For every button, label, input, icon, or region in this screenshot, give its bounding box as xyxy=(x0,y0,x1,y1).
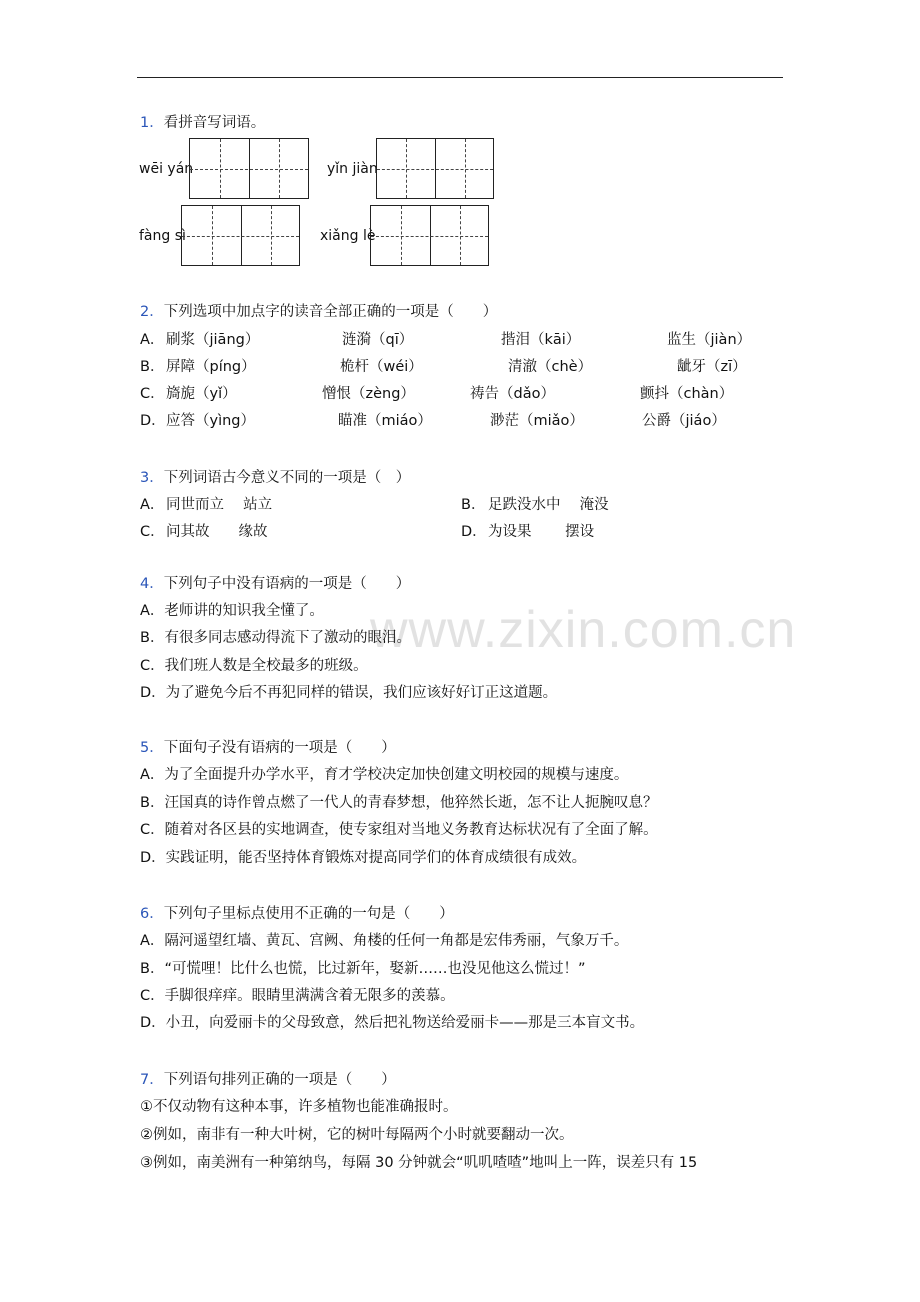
question-text: 下列语句排列正确的一项是（ ） xyxy=(163,1072,396,1088)
option-item: 涟漪（qī） xyxy=(342,332,414,348)
option-item: 屏障（píng） xyxy=(166,359,256,375)
option-item: 有很多同志感动得流下了激动的眼泪。 xyxy=(164,630,411,646)
option-item: 足跌没水中 淹没 xyxy=(488,497,609,513)
option-letter: C． xyxy=(140,988,165,1004)
option-letter: B． xyxy=(140,630,165,646)
question-4-stem xyxy=(140,575,410,593)
sentence-line: ①不仅动物有这种本事，许多植物也能准确报时。 xyxy=(140,1099,458,1115)
question-text: 下列句子里标点使用不正确的一句是（ ） xyxy=(163,906,454,922)
writing-grid[interactable] xyxy=(376,138,494,199)
option-item: 小丑，向爱丽卡的父母致意，然后把礼物送给爱丽卡——那是三本盲文书。 xyxy=(165,1015,645,1031)
question-number: 6． xyxy=(140,906,164,922)
option-item: 公爵（jiáo） xyxy=(642,413,726,429)
option-item: “可慌哩！比什么也慌，比过新年，娶新……也没见他这么慌过！” xyxy=(164,961,586,977)
pinyin-label: yǐn jiàn xyxy=(327,161,378,177)
writing-grid[interactable] xyxy=(370,205,489,266)
option-letter: C． xyxy=(140,658,165,674)
watermark: www.zixin.com.cn xyxy=(370,601,797,659)
option-item: 汪国真的诗作曾点燃了一代人的青春梦想，他猝然长逝，怎不让人扼腕叹息？ xyxy=(164,795,658,811)
pinyin-label: fàng sì xyxy=(139,228,186,244)
option-letter: D． xyxy=(140,850,166,866)
option-row xyxy=(140,987,455,1005)
option-letter: A． xyxy=(140,767,165,783)
question-5-stem xyxy=(140,739,396,757)
writing-grid[interactable] xyxy=(181,205,300,266)
option-item: 同世而立 站立 xyxy=(166,497,273,513)
option-item: 为了避免今后不再犯同样的错误，我们应该好好订正这道题。 xyxy=(165,685,558,701)
option-item: 监生（jiàn） xyxy=(667,332,752,348)
question-number: 2． xyxy=(140,304,164,320)
option-letter: B． xyxy=(140,961,165,977)
option-item: 随着对各区县的实地调查，使专家组对当地义务教育达标状况有了全面了解。 xyxy=(164,822,658,838)
sentence-line: ③例如，南美洲有一种第纳鸟，每隔 30 分钟就会“叽叽喳喳”地叫上一阵，误差只有 15 xyxy=(140,1155,698,1171)
option-row xyxy=(140,629,411,647)
option-row xyxy=(140,794,657,812)
option-letter: D． xyxy=(140,685,166,701)
sentence-line: ②例如，南非有一种大叶树，它的树叶每隔两个小时就要翻动一次。 xyxy=(140,1127,574,1143)
option-letter: B． xyxy=(140,359,165,375)
option-item: 祷告（dǎo） xyxy=(470,386,555,402)
option-item: 清澈（chè） xyxy=(508,359,593,375)
question-text: 下列选项中加点字的读音全部正确的一项是（ ） xyxy=(163,304,498,320)
option-letter: D． xyxy=(140,1015,166,1031)
option-item: 瞄准（miáo） xyxy=(338,413,432,429)
option-letter: A． xyxy=(140,603,165,619)
question-number: 4． xyxy=(140,576,164,592)
option-item: 桅杆（wéi） xyxy=(340,359,423,375)
question-6-stem xyxy=(140,905,454,923)
option-item: 老师讲的知识我全懂了。 xyxy=(164,603,324,619)
option-letter: A． xyxy=(140,332,165,348)
option-item: 刷浆（jiāng） xyxy=(166,332,260,348)
option-row xyxy=(140,849,586,867)
option-item: 旖旎（yǐ） xyxy=(166,386,237,402)
option-letter: C． xyxy=(140,524,165,540)
option-row xyxy=(140,1014,644,1032)
option-letter: D． xyxy=(140,413,166,429)
option-row xyxy=(140,766,628,784)
option-item: 憎恨（zèng） xyxy=(322,386,415,402)
pinyin-label: xiǎng lè xyxy=(320,228,376,244)
question-number: 1． xyxy=(140,115,164,131)
question-text: 下列句子中没有语病的一项是（ ） xyxy=(163,576,411,592)
question-3-stem xyxy=(140,469,410,487)
pinyin-label: wēi yán xyxy=(139,161,194,177)
option-item: 问其故 缘故 xyxy=(166,524,268,540)
question-text: 看拼音写词语。 xyxy=(163,115,266,131)
question-7-stem xyxy=(140,1071,396,1089)
option-item: 手脚很痒痒。眼睛里满满含着无限多的羡慕。 xyxy=(164,988,455,1004)
option-item: 渺茫（miǎo） xyxy=(490,413,584,429)
question-number: 7． xyxy=(140,1072,164,1088)
option-item: 颤抖（chàn） xyxy=(640,386,734,402)
writing-grid[interactable] xyxy=(189,138,309,199)
option-letter: D． xyxy=(461,524,487,540)
option-row xyxy=(140,821,658,839)
option-item: 我们班人数是全校最多的班级。 xyxy=(164,658,368,674)
question-text: 下列词语古今意义不同的一项是（ ） xyxy=(163,470,411,486)
option-letter: B． xyxy=(461,497,486,513)
option-item: 为设果 摆设 xyxy=(488,524,595,540)
option-letter: C． xyxy=(140,386,165,402)
option-letter: A． xyxy=(140,497,165,513)
question-1-stem xyxy=(140,114,265,132)
question-text: 下面句子没有语病的一项是（ ） xyxy=(163,740,396,756)
option-row xyxy=(140,602,324,620)
option-item: 龇牙（zī） xyxy=(677,359,747,375)
option-row xyxy=(140,932,628,950)
option-row xyxy=(140,960,585,978)
option-item: 实践证明，能否坚持体育锻炼对提高同学们的体育成绩很有成效。 xyxy=(165,850,587,866)
option-item: 揩泪（kāi） xyxy=(501,332,581,348)
option-letter: A． xyxy=(140,933,165,949)
question-2-stem xyxy=(140,303,497,321)
question-number: 5． xyxy=(140,740,164,756)
option-letter: B． xyxy=(140,795,165,811)
question-number: 3． xyxy=(140,470,164,486)
option-item: 为了全面提升办学水平，育才学校决定加快创建文明校园的规模与速度。 xyxy=(164,767,629,783)
header-rule xyxy=(137,77,783,78)
option-item: 应答（yìng） xyxy=(166,413,256,429)
option-row xyxy=(140,684,557,702)
option-item: 隔河遥望红墙、黄瓦、宫阙、角楼的任何一角都是宏伟秀丽，气象万千。 xyxy=(164,933,629,949)
option-row xyxy=(140,657,368,675)
option-letter: C． xyxy=(140,822,165,838)
